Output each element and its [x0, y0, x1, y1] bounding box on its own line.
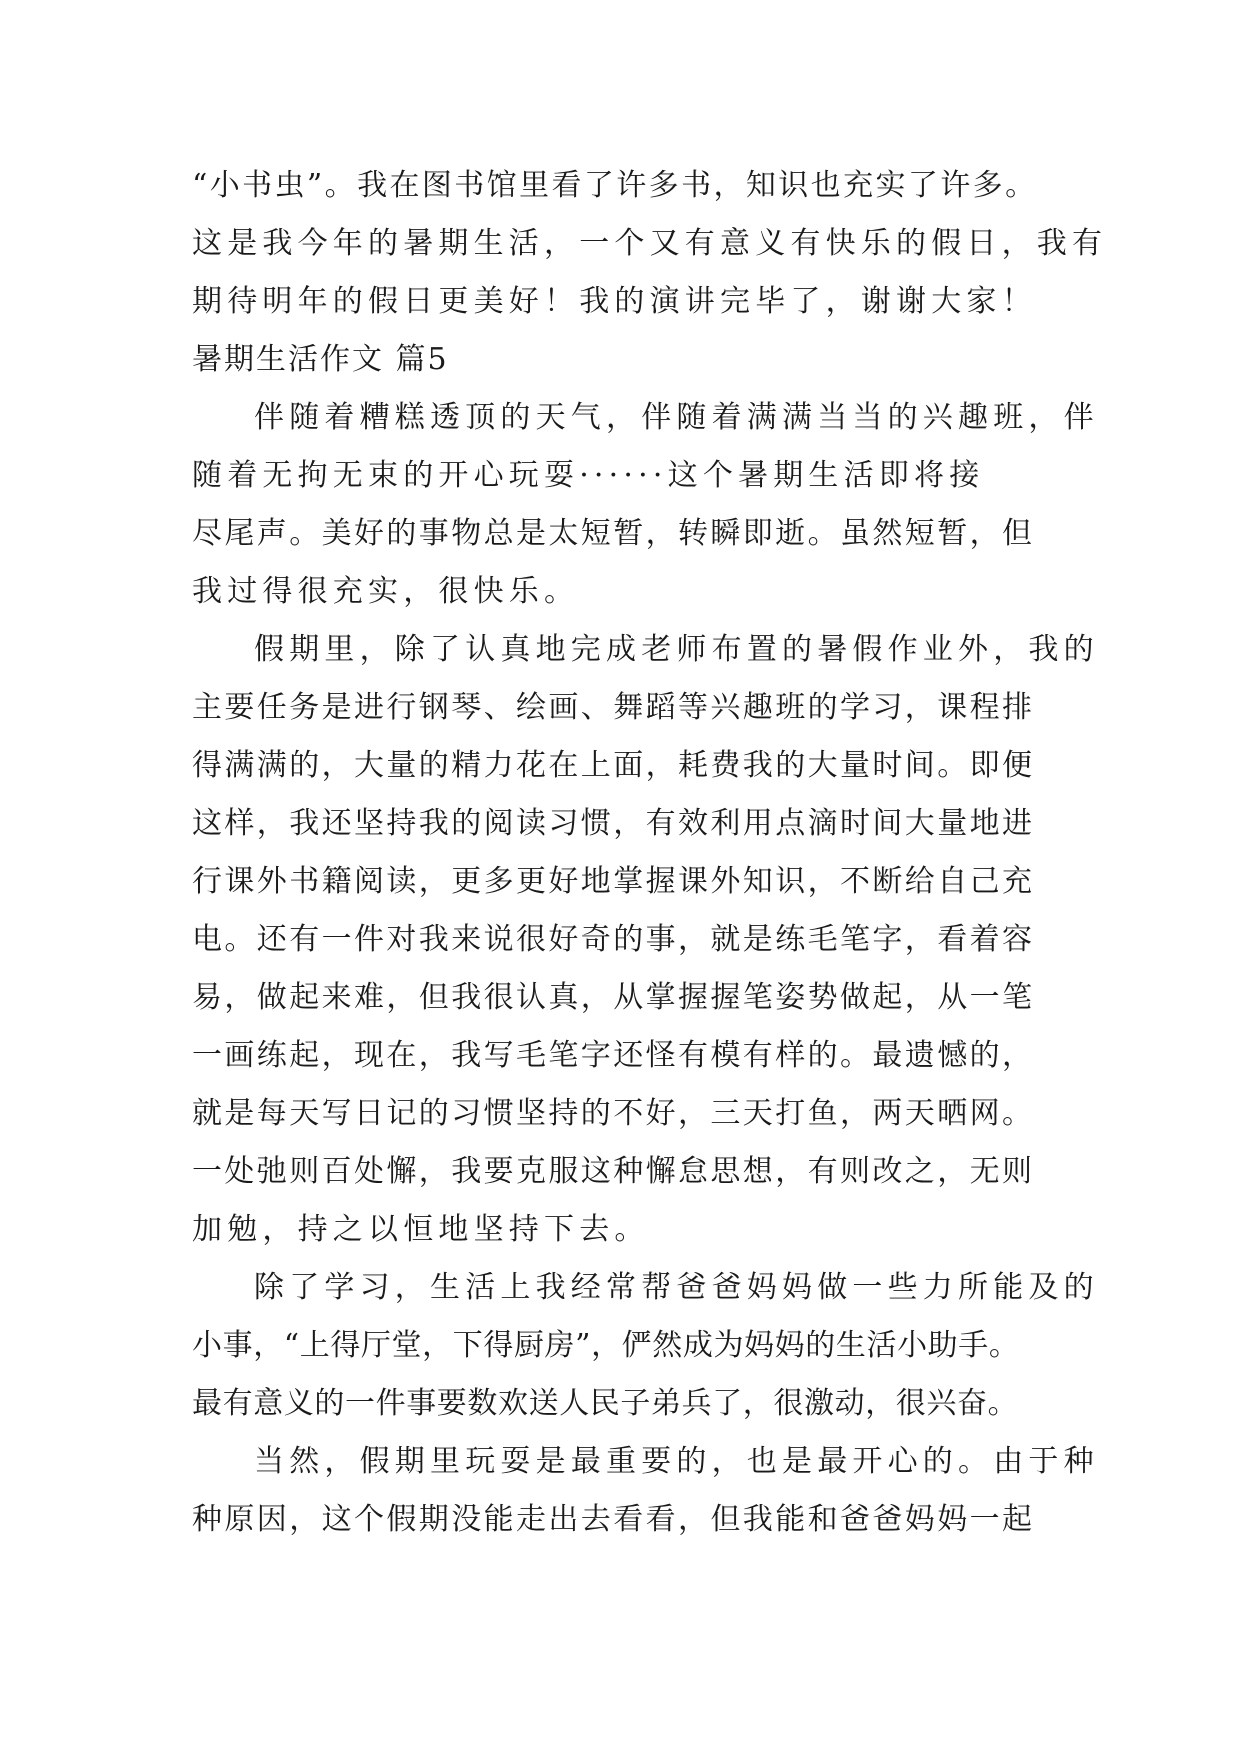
text-line: 小事，“上得厅堂，下得厨房”，俨然成为妈妈的生活小助手。 [192, 1328, 1020, 1363]
paragraph-first-line: 伴随着糟糕透顶的天气，伴随着满满当当的兴趣班，伴 [254, 400, 1099, 435]
text-line: 我过得很充实，很快乐。 [192, 574, 580, 609]
text-line: “小书虫”。我在图书馆里看了许多书，知识也充实了许多。 [192, 168, 1038, 203]
paragraph-first-line: 假期里，除了认真地完成老师布置的暑假作业外，我的 [254, 632, 1099, 667]
text-line: 加勉，持之以恒地坚持下去。 [192, 1212, 650, 1247]
text-line: 就是每天写日记的习惯坚持的不好，三天打鱼，两天晒网。 [192, 1096, 1035, 1131]
text-line: 一处弛则百处懈，我要克服这种懈怠思想，有则改之，无则 [192, 1154, 1035, 1189]
text-line: 电。还有一件对我来说很好奇的事，就是练毛笔字，看着容 [192, 922, 1035, 957]
section-heading: 暑期生活作文 篇5 [192, 342, 449, 377]
paragraph-first-line: 除了学习，生活上我经常帮爸爸妈妈做一些力所能及的 [254, 1270, 1099, 1305]
text-line: 最有意义的一件事要数欢送人民子弟兵了，很激动，很兴奋。 [192, 1386, 1019, 1421]
paragraph-first-line: 当然，假期里玩耍是最重要的，也是最开心的。由于种 [254, 1444, 1099, 1479]
text-line: 种原因，这个假期没能走出去看看，但我能和爸爸妈妈一起 [192, 1502, 1035, 1537]
text-line: 一画练起，现在，我写毛笔字还怪有模有样的。最遗憾的， [192, 1038, 1035, 1073]
text-line: 易，做起来难，但我很认真，从掌握握笔姿势做起，从一笔 [192, 980, 1035, 1015]
text-line: 尽尾声。美好的事物总是太短暂，转瞬即逝。虽然短暂，但 [192, 516, 1035, 551]
text-line: 得满满的，大量的精力花在上面，耗费我的大量时间。即便 [192, 748, 1035, 783]
text-line: 随着无拘无束的开心玩耍······这个暑期生活即将接 [192, 458, 985, 493]
text-line: 行课外书籍阅读，更多更好地掌握课外知识，不断给自己充 [192, 864, 1035, 899]
text-line: 这是我今年的暑期生活，一个又有意义有快乐的假日，我有 [192, 226, 1108, 261]
text-line: 期待明年的假日更美好！我的演讲完毕了，谢谢大家！ [192, 284, 1037, 319]
text-line: 这样，我还坚持我的阅读习惯，有效利用点滴时间大量地进 [192, 806, 1035, 841]
text-line: 主要任务是进行钢琴、绘画、舞蹈等兴趣班的学习，课程排 [192, 690, 1035, 725]
